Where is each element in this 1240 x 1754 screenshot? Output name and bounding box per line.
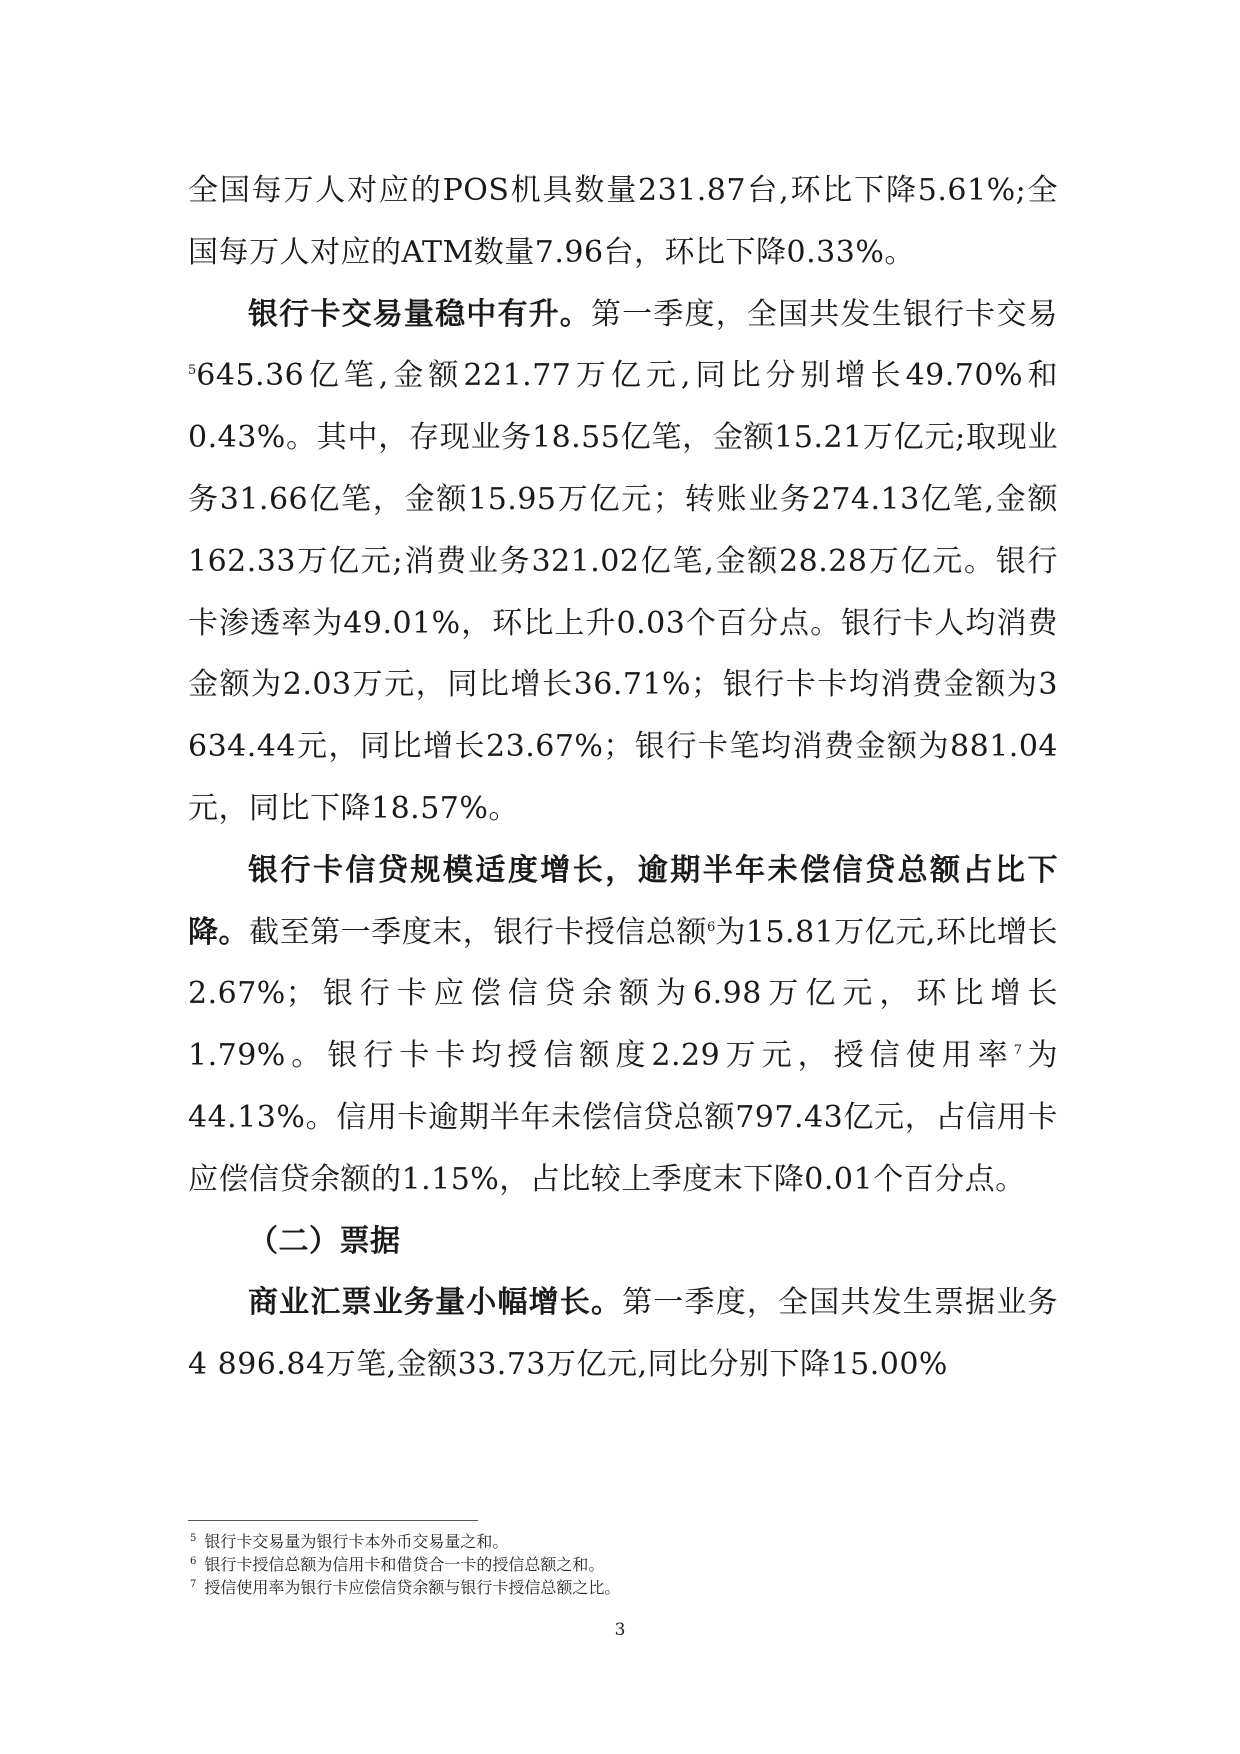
footnote-number: 7	[190, 1578, 197, 1590]
paragraph-bills	[188, 1272, 1058, 1396]
lead-sentence: 银行卡信贷规模适度增长，逾期半年未偿信贷总额占比下降。	[188, 852, 1058, 950]
footnote-text: 银行卡授信总额为信用卡和借贷合一卡的授信总额之和。	[204, 1555, 605, 1574]
footnote-7	[190, 1576, 1050, 1599]
paragraph-text: 第一季度，全国共发生票据业务4 896.84万笔,金额33.73万亿元,同比分别下降15.00%	[188, 1285, 1059, 1383]
footnote-ref-7: 7	[1013, 1043, 1022, 1059]
footnote-ref-6: 6	[707, 919, 716, 935]
footnote-text: 银行卡交易量为银行卡本外币交易量之和。	[204, 1532, 509, 1551]
paragraph-card-transactions	[188, 284, 1058, 840]
lead-sentence: 银行卡交易量稳中有升。	[248, 296, 591, 332]
paragraph-text: 为15.81万亿元,环比增长2.67%；银行卡应偿信贷余额为6.98万亿元，环比增长1.79%。银行卡卡均授信额度2.29万元，授信使用率	[188, 914, 1059, 1074]
paragraph-pos-atm	[188, 160, 1058, 284]
paragraph-text: 为44.13%。信用卡逾期半年未偿信贷总额797.43亿元，占信用卡应偿信贷余额的1.15%，占比较上季度末下降0.01个百分点。	[188, 1038, 1058, 1197]
footnote-5	[190, 1530, 1050, 1553]
footnote-6	[190, 1553, 1050, 1576]
footnote-number: 6	[190, 1555, 197, 1567]
body-text	[188, 160, 1058, 1396]
footnote-ref-5: 5	[188, 363, 197, 379]
footnotes	[190, 1530, 1050, 1599]
paragraph-text: 全国每万人对应的POS机具数量231.87台,环比下降5.61%;全国每万人对应的ATM数量7.96台，环比下降0.33%。	[188, 173, 1058, 270]
section-heading: （二）票据	[248, 1223, 401, 1259]
footnote-separator	[188, 1520, 478, 1521]
paragraph-text: 第一季度，全国共发生银行卡交易	[590, 296, 1059, 332]
paragraph-text: 截至第一季度末，银行卡授信总额	[249, 914, 708, 950]
lead-sentence: 商业汇票业务量小幅增长。	[248, 1285, 623, 1321]
footnote-number: 5	[190, 1532, 197, 1544]
paragraph-card-credit	[188, 840, 1058, 1211]
footnote-text: 授信使用率为银行卡应偿信贷余额与银行卡授信总额之比。	[204, 1578, 621, 1597]
paragraph-text: 645.36亿笔,金额221.77万亿元,同比分别增长49.70%和0.43%。其中，存现业务18.55亿笔，金额15.21万亿元;取现业务31.66亿笔，金额15.95万亿元；转账业务274.13亿笔,金额162.33万亿元;消费业务321.02亿笔,金额28.28万亿元。银行卡渗透率为49.01%，环比上升0.03个百分点。银行卡人均消费金额为2.03万元，同比增长36.71%；银行卡卡均消费金额为3 634.44元，同比增长23.67%；银行卡笔均消费金额为881.04元，同比下降18.57%。	[188, 358, 1058, 826]
page-number: 3	[614, 1620, 626, 1640]
